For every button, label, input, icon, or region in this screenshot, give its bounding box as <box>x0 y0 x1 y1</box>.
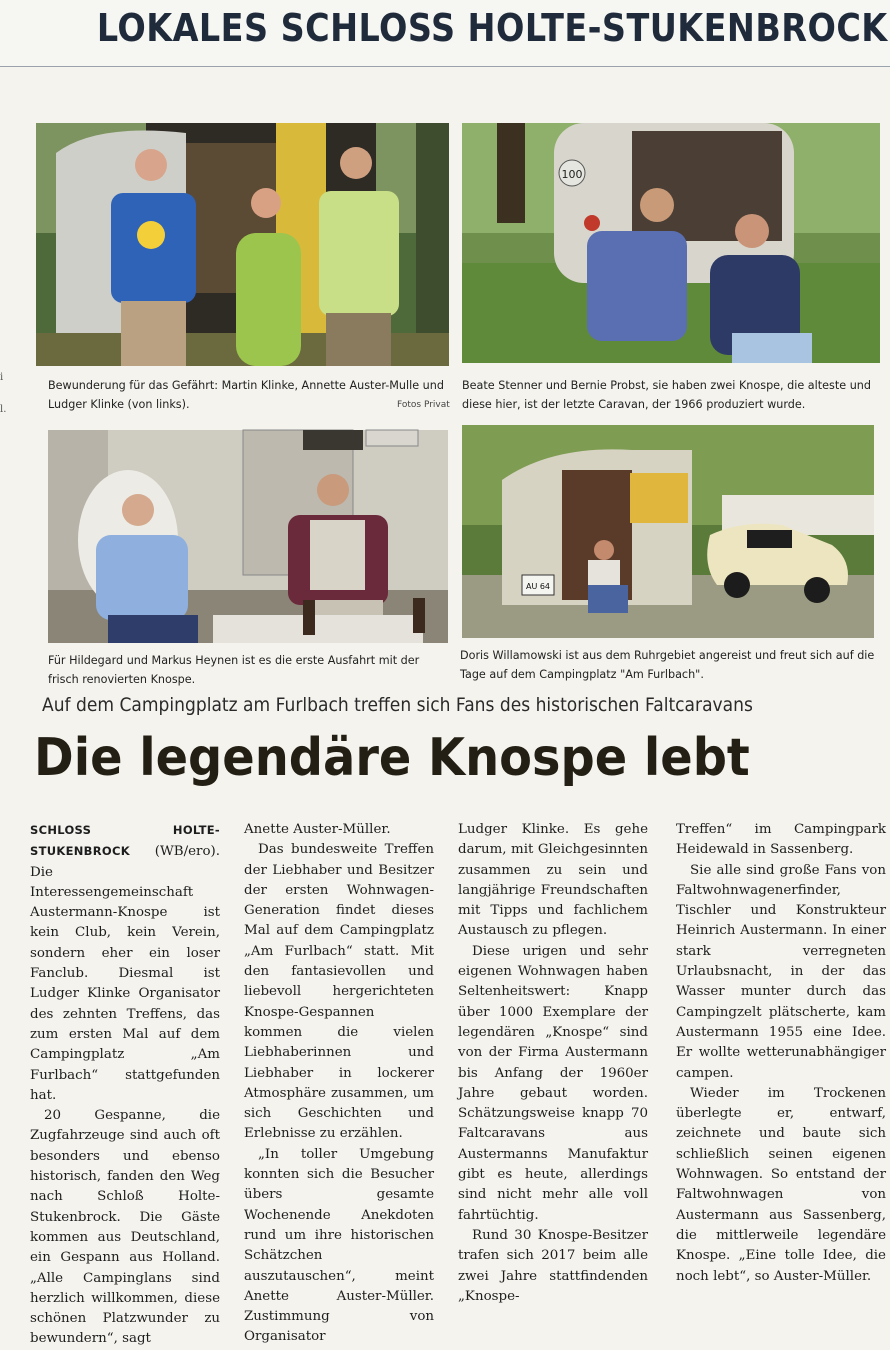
paragraph: 20 Gespanne, die Zugfahrzeuge sind auch oft besonders und ebenso historisch, fanden den Weg nach Schloß Holte-Stukenbrock. Die Gäste kommen aus Deutschland, ein Gespann aus Holland. „Alle Campinglans sind herzlich willkommen, diese schönen Platzwunder zu bewundern“, sagt <box>30 1108 220 1347</box>
caption-photo-3: Für Hildegard und Markus Heynen ist es die erste Ausfahrt mit der frisch renovierten Knospe. <box>48 654 420 686</box>
plate-au64: AU 64 <box>525 582 551 591</box>
photo-credit: Fotos Privat <box>397 400 450 410</box>
paragraph: Wieder im Trockenen überlegte er, entwarf, zeichnete und baute sich schließlich seinen eigenen Wohnwagen. So entstand der Faltwohnwagen von Austermann aus Sassenberg, die mittlerweile legendäre Knospe. „Eine tolle Idee, die noch lebt“, so Auster-Müller. <box>676 1085 886 1284</box>
paragraph: Das bundesweite Treffen der Liebhaber und Besitzer der ersten Wohnwagen-Generation findet dieses Mal auf dem Campingplatz „Am Furlbach“ statt. Mit den fantasievollen und liebevoll hergerichteten Knospe-Gespannen kommen die vielen Liebhaberinnen und Liebhaber in lockerer Atmosphäre zusammen, um sich Geschichten und Erlebnisse zu erzählen. <box>244 842 434 1142</box>
article-column-1 <box>30 820 220 1347</box>
page-header <box>0 0 890 67</box>
caption-photo-4: Doris Willamowski ist aus dem Ruhrgebiet angereist und freut sich auf die Tage auf dem Campingplatz "Am Furlbach". <box>460 649 875 681</box>
article-subhead: Auf dem Campingplatz am Furlbach treffen sich Fans des historischen Faltcaravans <box>42 694 753 716</box>
paragraph: Rund 30 Knospe-Besitzer trafen sich 2017 beim alle zwei Jahre stattfindenden „Knospe- <box>458 1227 648 1304</box>
paragraph: Ludger Klinke. Es gehe darum, mit Gleichgesinnten zusammen zu sein und langjährige Freundschaften mit Tipps und fachlichem Austausch zu pflegen. <box>458 822 648 939</box>
plate-100: 100 <box>561 168 583 181</box>
paragraph: Anette Auster-Müller. <box>244 822 391 837</box>
dateline: SCHLOSS HOLTE-STUKENBROCK <box>30 823 220 859</box>
paragraph: Diese urigen und sehr eigenen Wohnwagen haben Seltenheitswert: Knapp über 1000 Exemplare der legendären „Knospe“ sind von der Firma Austermann bis Anfang der 1960er Jahre gebaut worden. Schätzungsweise knapp 70 Faltcaravans aus Austermanns Manufaktur gibt es heute, allerdings sind nicht mehr alle voll fahrtüchtig. <box>458 943 648 1223</box>
margin-mark: i <box>0 372 4 383</box>
photo-heynen <box>48 430 448 643</box>
paragraph: (WB/ero). Die Interessengemeinschaft Austermann-Knospe ist kein Club, kein Verein, sondern eher ein loser Fanclub. Diesmal ist Ludger Klinke Organisator des zehnten Treffens, das zum ersten Mal auf dem Campingplatz „Am Furlbach“ stattgefunden hat. <box>30 844 220 1103</box>
article-column-3 <box>458 820 648 1304</box>
photo-klinke-group <box>36 123 449 366</box>
paragraph: Sie alle sind große Fans von Faltwohnwagenerfinder, Tischler und Konstrukteur Heinrich Austermann. In einer stark verregneten Urlaubsnacht, in der das Wasser munter durch das Campingzelt plätscherte, kam Austermann 1955 eine Idee. Er wollte wetterunabhängiger campen. <box>676 862 886 1081</box>
photo-willamowski <box>462 425 874 638</box>
article-column-2 <box>244 820 434 1345</box>
caption-photo-2: Beate Stenner und Bernie Probst, sie haben zwei Knospe, die alteste und diese hier, ist der letzte Caravan, der 1966 produziert wurde. <box>462 379 871 411</box>
paragraph: „In toller Umgebung konnten sich die Besucher übers gesamte Wochenende Anekdoten rund um ihre historischen Schätzchen auszutauschen“, meint Anette Auster-Müller. Zustimmung von Organisator <box>244 1146 434 1345</box>
margin-mark: l. <box>0 404 7 415</box>
section-title: LOKALES SCHLOSS HOLTE-STUKENBROCK <box>97 6 888 50</box>
article-column-4 <box>676 820 886 1284</box>
paragraph: Treffen“ im Campingpark Heidewald in Sassenberg. <box>676 822 886 858</box>
caption-photo-1: Bewunderung für das Gefährt: Martin Klinke, Annette Auster-Mulle und Ludger Klinke (von links). <box>48 379 444 411</box>
photo-stenner-probst <box>462 123 880 363</box>
article-headline: Die legendäre Knospe lebt <box>34 728 750 788</box>
